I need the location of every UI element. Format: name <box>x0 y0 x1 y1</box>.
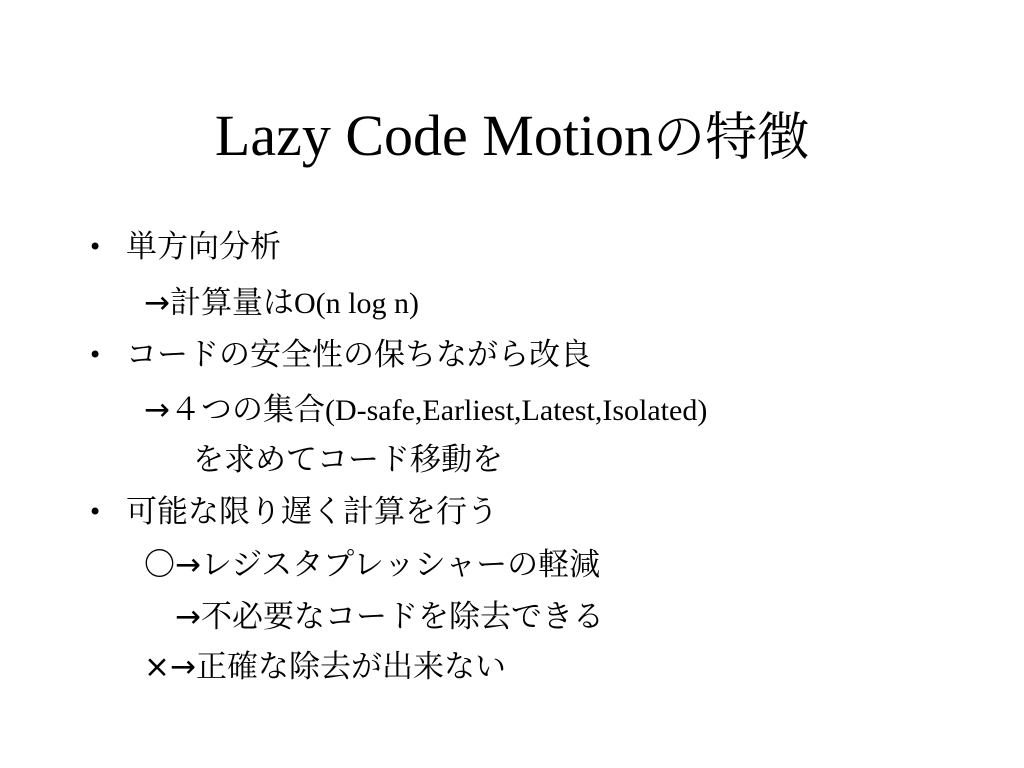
bullet-marker: • <box>88 341 103 369</box>
subline-inexact: ×→正確な除去が出来ない <box>144 649 506 685</box>
slide-title <box>0 98 1024 176</box>
subline-four-sets-list: (D-safe,Earliest,Latest,Isolated) <box>324 394 708 427</box>
bullet-text-safety: コードの安全性の保ちながら改良 <box>126 337 591 373</box>
subline-complexity <box>144 283 419 324</box>
subline-pressure: 〇→レジスタプレッシャーの軽減 <box>144 547 601 583</box>
subline-four-sets-prefix: →４つの集合 <box>144 392 325 428</box>
subline-removal: →不必要なコードを除去できる <box>175 599 604 635</box>
subline-four-sets <box>144 390 707 431</box>
bullet-marker: • <box>88 498 103 526</box>
slide-title-en: Lazy Code Motion <box>214 103 654 168</box>
bullet-marker: • <box>88 233 103 261</box>
subline-complexity-formula: O(n log n) <box>293 287 419 320</box>
subline-code-motion: を求めてコード移動を <box>193 442 503 478</box>
bullet-text-analysis: 単方向分析 <box>126 229 281 265</box>
subline-complexity-prefix: →計算量は <box>144 285 294 321</box>
bullet-text-lazy: 可能な限り遅く計算を行う <box>126 494 498 530</box>
slide-title-jp: の特徴 <box>653 108 810 168</box>
